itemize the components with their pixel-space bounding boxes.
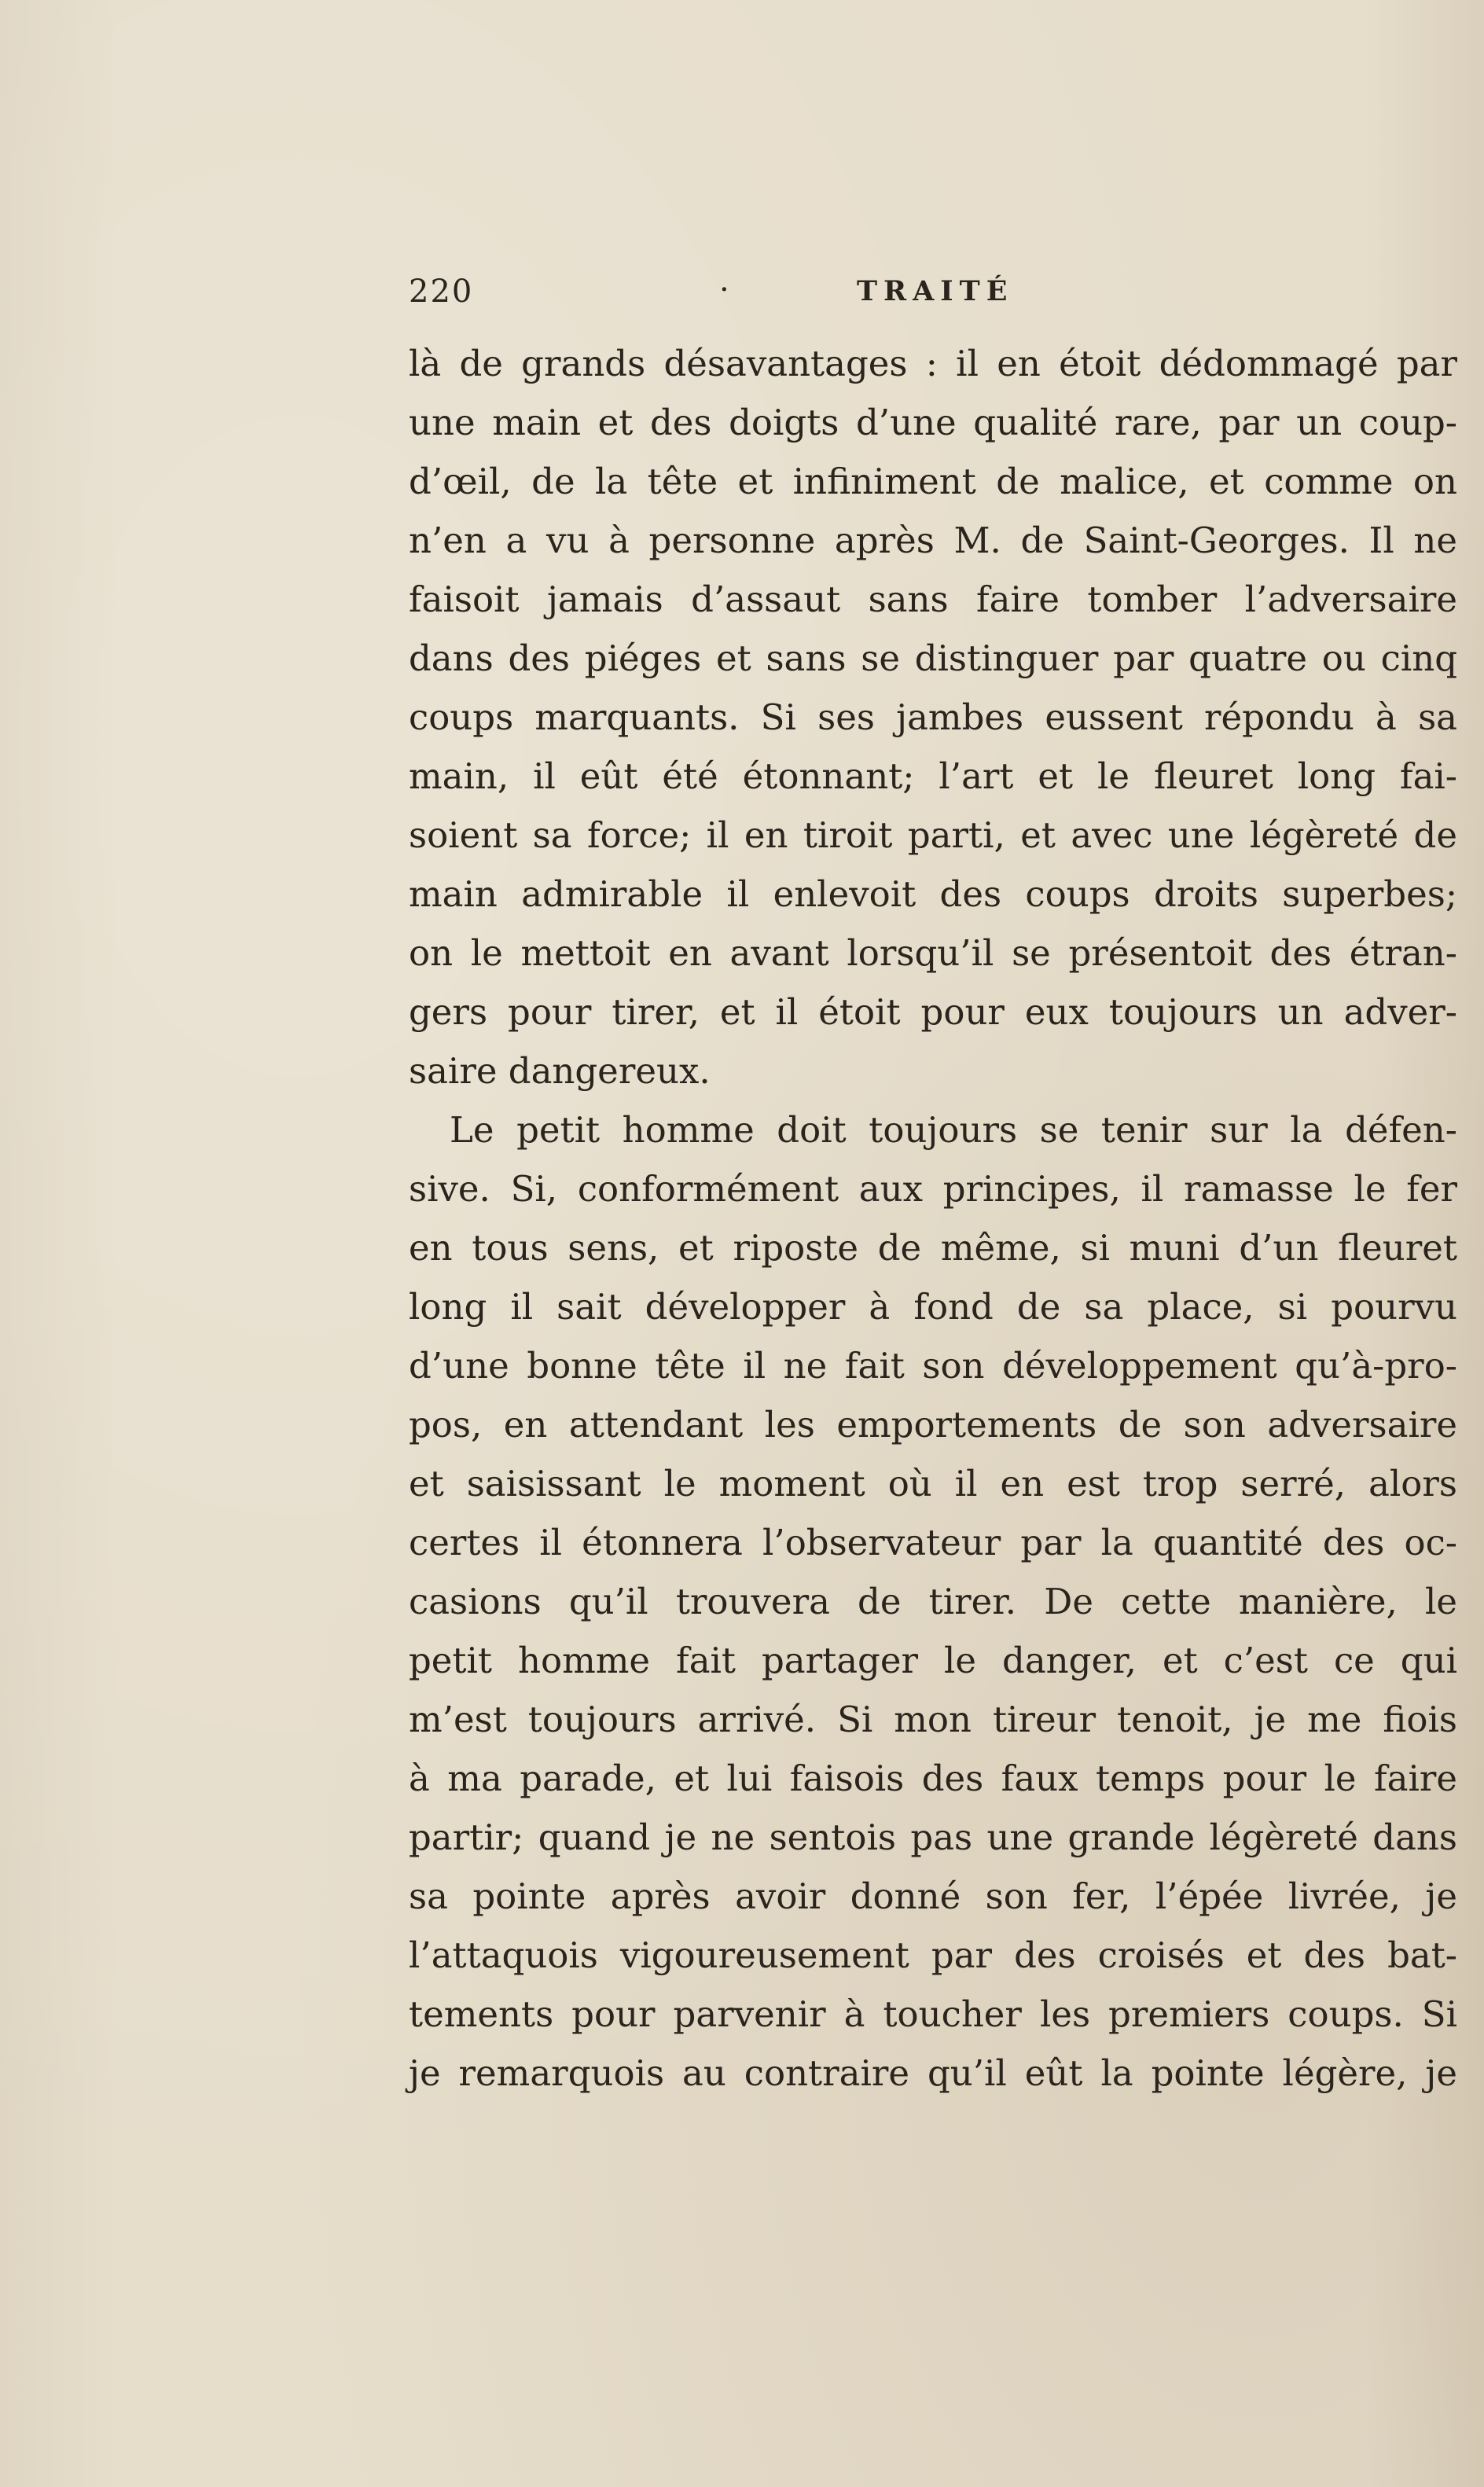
text-line: tements pour parvenir à toucher les premiers coups. Si	[409, 1993, 1457, 2035]
text-line: certes il étonnera l’observateur par la quantité des oc-	[409, 1522, 1457, 1563]
text-line: en tous sens, et riposte de même, si muni d’un fleuret	[409, 1227, 1457, 1269]
text-line: sive. Si, conformément aux principes, il ramasse le fer	[409, 1168, 1457, 1210]
text-line: l’attaquois vigoureusement par des croisés et des bat-	[409, 1934, 1457, 1976]
text-line: petit homme fait partager le danger, et c’est ce qui	[409, 1640, 1457, 1681]
text-line: sa pointe après avoir donné son fer, l’épée livrée, je	[409, 1875, 1457, 1917]
paragraph-end-line: saire dangereux.	[409, 1050, 711, 1092]
text-line: d’une bonne tête il ne fait son développement qu’à-pro-	[409, 1345, 1457, 1387]
text-line: long il sait développer à fond de sa place, si pourvu	[409, 1286, 1457, 1328]
text-line: dans des piéges et sans se distinguer par quatre ou cinq	[409, 637, 1457, 679]
text-line: à ma parade, et lui faisois des faux temps pour le faire	[409, 1758, 1457, 1799]
running-title: TRAITÉ	[857, 275, 1014, 307]
text-line: main admirable il enlevoit des coups droits superbes;	[409, 873, 1457, 915]
text-line: on le mettoit en avant lorsqu’il se présentoit des étran-	[409, 932, 1457, 974]
text-line: gers pour tirer, et il étoit pour eux toujours un adver-	[409, 991, 1457, 1033]
body-text	[409, 334, 1457, 2103]
text-line: faisoit jamais d’assaut sans faire tomber l’adversaire	[409, 579, 1457, 620]
text-line: d’œil, de la tête et infiniment de malice, et comme on	[409, 461, 1457, 502]
header-dot: ·	[719, 272, 729, 308]
text-line: une main et des doigts d’une qualité rare, par un coup-	[409, 402, 1457, 443]
text-line: coups marquants. Si ses jambes eussent répondu à sa	[409, 696, 1457, 738]
text-line: soient sa force; il en tiroit parti, et avec une légèreté de	[409, 814, 1457, 856]
text-line: je remarquois au contraire qu’il eût la pointe légère, je	[409, 2052, 1457, 2094]
text-line: casions qu’il trouvera de tirer. De cette manière, le	[409, 1581, 1457, 1622]
page-number: 220	[409, 274, 474, 310]
text-line: et saisissant le moment où il en est trop serré, alors	[409, 1463, 1457, 1504]
text-line: n’en a vu à personne après M. de Saint-Georges. Il ne	[409, 520, 1457, 561]
text-line: là de grands désavantages : il en étoit dédommagé par	[409, 343, 1457, 384]
text-line: partir; quand je ne sentois pas une grande légèreté dans	[409, 1817, 1457, 1858]
running-head	[409, 274, 1431, 313]
text-line: main, il eût été étonnant; l’art et le fleuret long fai-	[409, 755, 1457, 797]
paragraph-start-line: Le petit homme doit toujours se tenir sur la défen-	[450, 1109, 1457, 1151]
text-line: pos, en attendant les emportements de son adversaire	[409, 1404, 1457, 1446]
text-line: m’est toujours arrivé. Si mon tireur tenoit, je me fiois	[409, 1699, 1457, 1740]
